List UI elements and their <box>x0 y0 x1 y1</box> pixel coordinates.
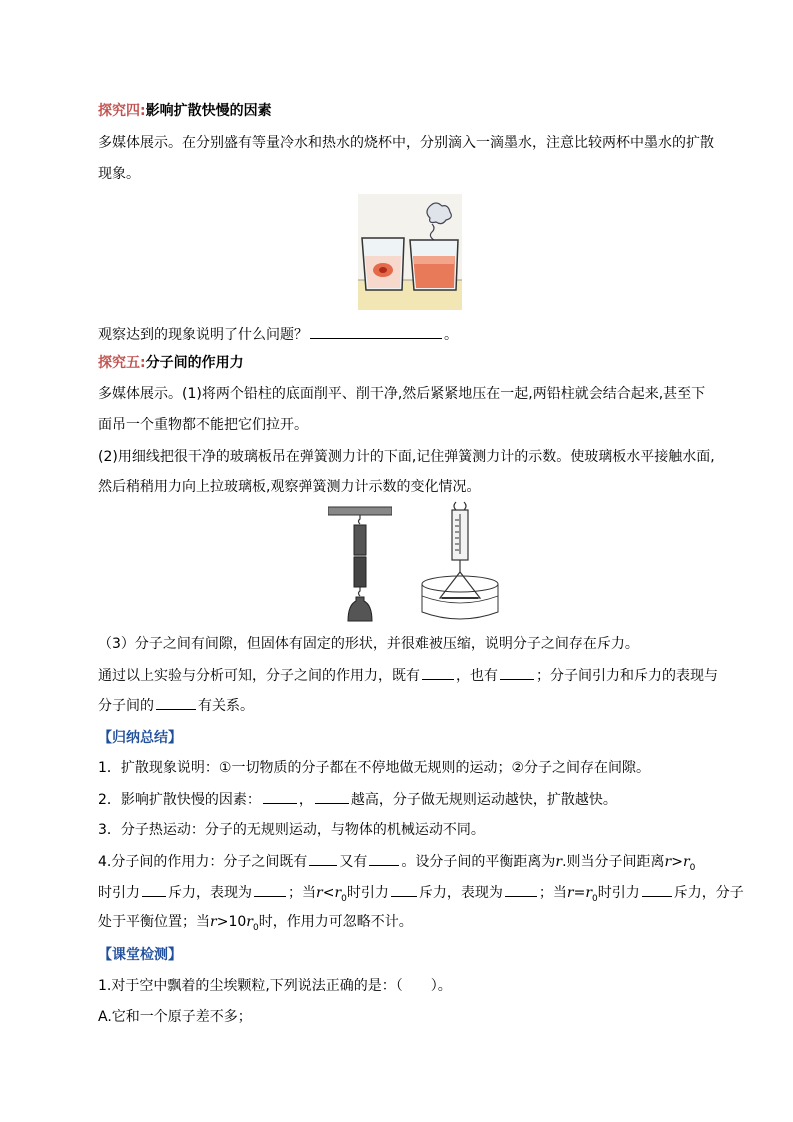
blank-attraction[interactable] <box>422 665 454 680</box>
blank-show-2[interactable] <box>505 882 537 897</box>
blank-factor-2[interactable] <box>315 789 349 804</box>
summary-item-4-line1: 4.分子间的作用力：分子之间既有 又有 。设分子间的平衡距离为r.则当分子间距离$r>r_0$ <box>98 851 695 878</box>
summary-item-2: 2．影响扩散快慢的因素： ， 越高，分子做无规则运动越快，扩散越快。 <box>98 789 617 810</box>
paragraph-lead-2: 面吊一个重物都不能把它们拉开。 <box>98 417 308 433</box>
beakers-figure <box>358 194 462 310</box>
blank-force-1[interactable] <box>309 851 337 866</box>
question-observation: 观察达到的现象说明了什么问题？ 。 <box>98 324 458 345</box>
answer-blank[interactable] <box>310 324 442 339</box>
paragraph-conclusion-1: 通过以上实验与分析可知，分子之间的作用力，既有 ，也有 ；分子间引力和斥力的表现与 <box>98 665 718 686</box>
paragraph-diffusion-1: 多媒体展示。在分别盛有等量冷水和热水的烧杯中，分别滴入一滴墨水，注意比较两杯中墨水的扩散 <box>98 135 714 151</box>
summary-item-1: 1．扩散现象说明：①一切物质的分子都在不停地做无规则的运动；②分子之间存在间隙。 <box>98 760 651 776</box>
paragraph-lead-1: 多媒体展示。(1)将两个铅柱的底面削平、削干净,然后紧紧地压在一起,两铅柱就会结合起来,甚至下 <box>98 386 706 402</box>
blank-compare-2[interactable] <box>391 882 417 897</box>
check-heading: 【课堂检测】 <box>98 947 182 963</box>
paragraph-repulsion: （3）分子之间有间隙，但固体有固定的形状，并很难被压缩，说明分子之间存在斥力。 <box>98 636 639 652</box>
lead-cylinders-figure <box>328 505 392 623</box>
section-4-heading: 探究四:影响扩散快慢的因素 <box>98 103 272 119</box>
blank-compare-1[interactable] <box>142 882 166 897</box>
summary-item-4-line3: 处于平衡位置；当$r>10r_0$时，作用力可忽略不计。 <box>98 914 413 933</box>
summary-item-4-line2: 时引力 斥力，表现为 ；当$r<r_0$时引力 斥力，表现为 ；当$r=r_0$时引力 斥力，分子 <box>98 882 744 909</box>
spring-scale-figure <box>420 500 500 622</box>
blank-force-2[interactable] <box>369 851 399 866</box>
blank-repulsion[interactable] <box>500 665 534 680</box>
summary-item-3: 3．分子热运动：分子的无规则运动，与物体的机械运动不同。 <box>98 822 485 838</box>
question-1-option-a[interactable]: A.它和一个原子差不多； <box>98 1009 252 1025</box>
paragraph-glass-1: (2)用细线把很干净的玻璃板吊在弹簧测力计的下面,记住弹簧测力计的示数。使玻璃板水平接触水面, <box>98 449 715 465</box>
blank-compare-3[interactable] <box>642 882 672 897</box>
blank-factor-1[interactable] <box>263 789 297 804</box>
summary-heading: 【归纳总结】 <box>98 730 182 746</box>
paragraph-diffusion-2: 现象。 <box>98 166 140 182</box>
question-1: 1.对于空中飘着的尘埃颗粒,下列说法正确的是：（ ）。 <box>98 978 452 994</box>
blank-distance[interactable] <box>156 695 196 710</box>
section-5-heading: 探究五:分子间的作用力 <box>98 355 244 371</box>
paragraph-conclusion-2: 分子间的 有关系。 <box>98 695 254 716</box>
blank-show-1[interactable] <box>254 882 286 897</box>
paragraph-glass-2: 然后稍稍用力向上拉玻璃板,观察弹簧测力计示数的变化情况。 <box>98 479 481 495</box>
